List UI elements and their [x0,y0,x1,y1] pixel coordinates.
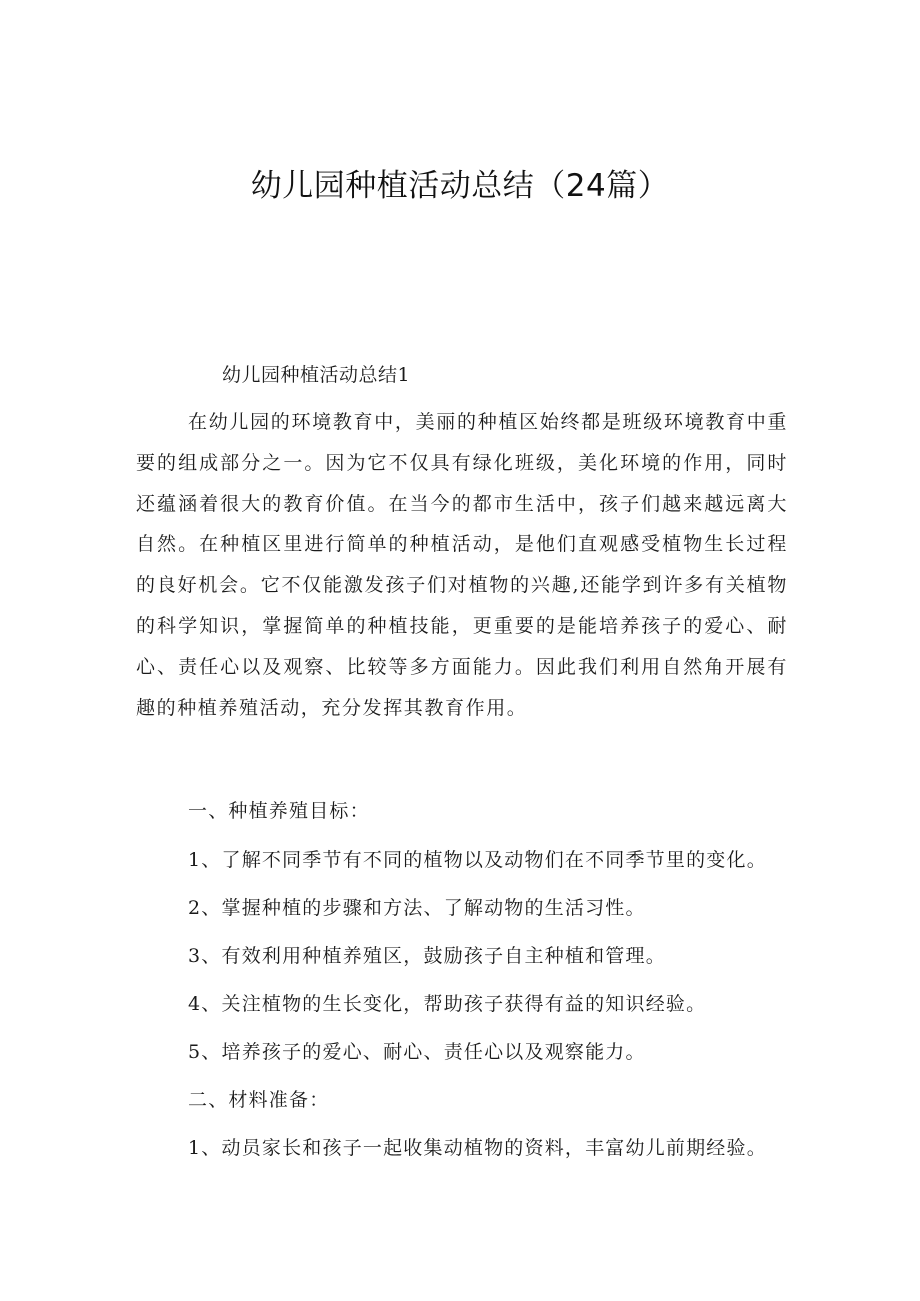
intro-paragraph: 在幼儿园的环境教育中，美丽的种植区始终都是班级环境教育中重要的组成部分之一。因为它不仅具有绿化班级，美化环境的作用，同时还蕴涵着很大的教育价值。在当今的都市生活中，孩子们越来越远离大自然。在种植区里进行简单的种植活动，是他们直观感受植物生长过程的良好机会。它不仅能激发孩子们对植物的兴趣,还能学到许多有关植物的科学知识，掌握简单的种植技能，更重要的是能培养孩子的爱心、耐心、责任心以及观察、比较等多方面能力。因此我们利用自然角开展有趣的种植养殖活动，充分发挥其教育作用。 [136,411,788,719]
goal-item: 5、培养孩子的爱心、耐心、责任心以及观察能力。 [188,1041,646,1063]
document-title: 幼儿园种植活动总结（24篇） [250,168,670,204]
heading-goals: 一、种植养殖目标： [188,800,370,822]
heading-materials: 二、材料准备： [188,1089,330,1111]
goal-item: 1、了解不同季节有不同的植物以及动物们在不同季节里的变化。 [188,849,767,871]
goal-item: 2、掌握种植的步骤和方法、了解动物的生活习性。 [188,897,646,919]
section-title: 幼儿园种植活动总结1 [222,364,411,386]
goal-item: 3、有效利用种植养殖区，鼓励孩子自主种植和管理。 [188,945,666,967]
material-item: 1、动员家长和孩子一起收集动植物的资料，丰富幼儿前期经验。 [188,1137,767,1159]
goal-item: 4、关注植物的生长变化，帮助孩子获得有益的知识经验。 [188,993,707,1015]
